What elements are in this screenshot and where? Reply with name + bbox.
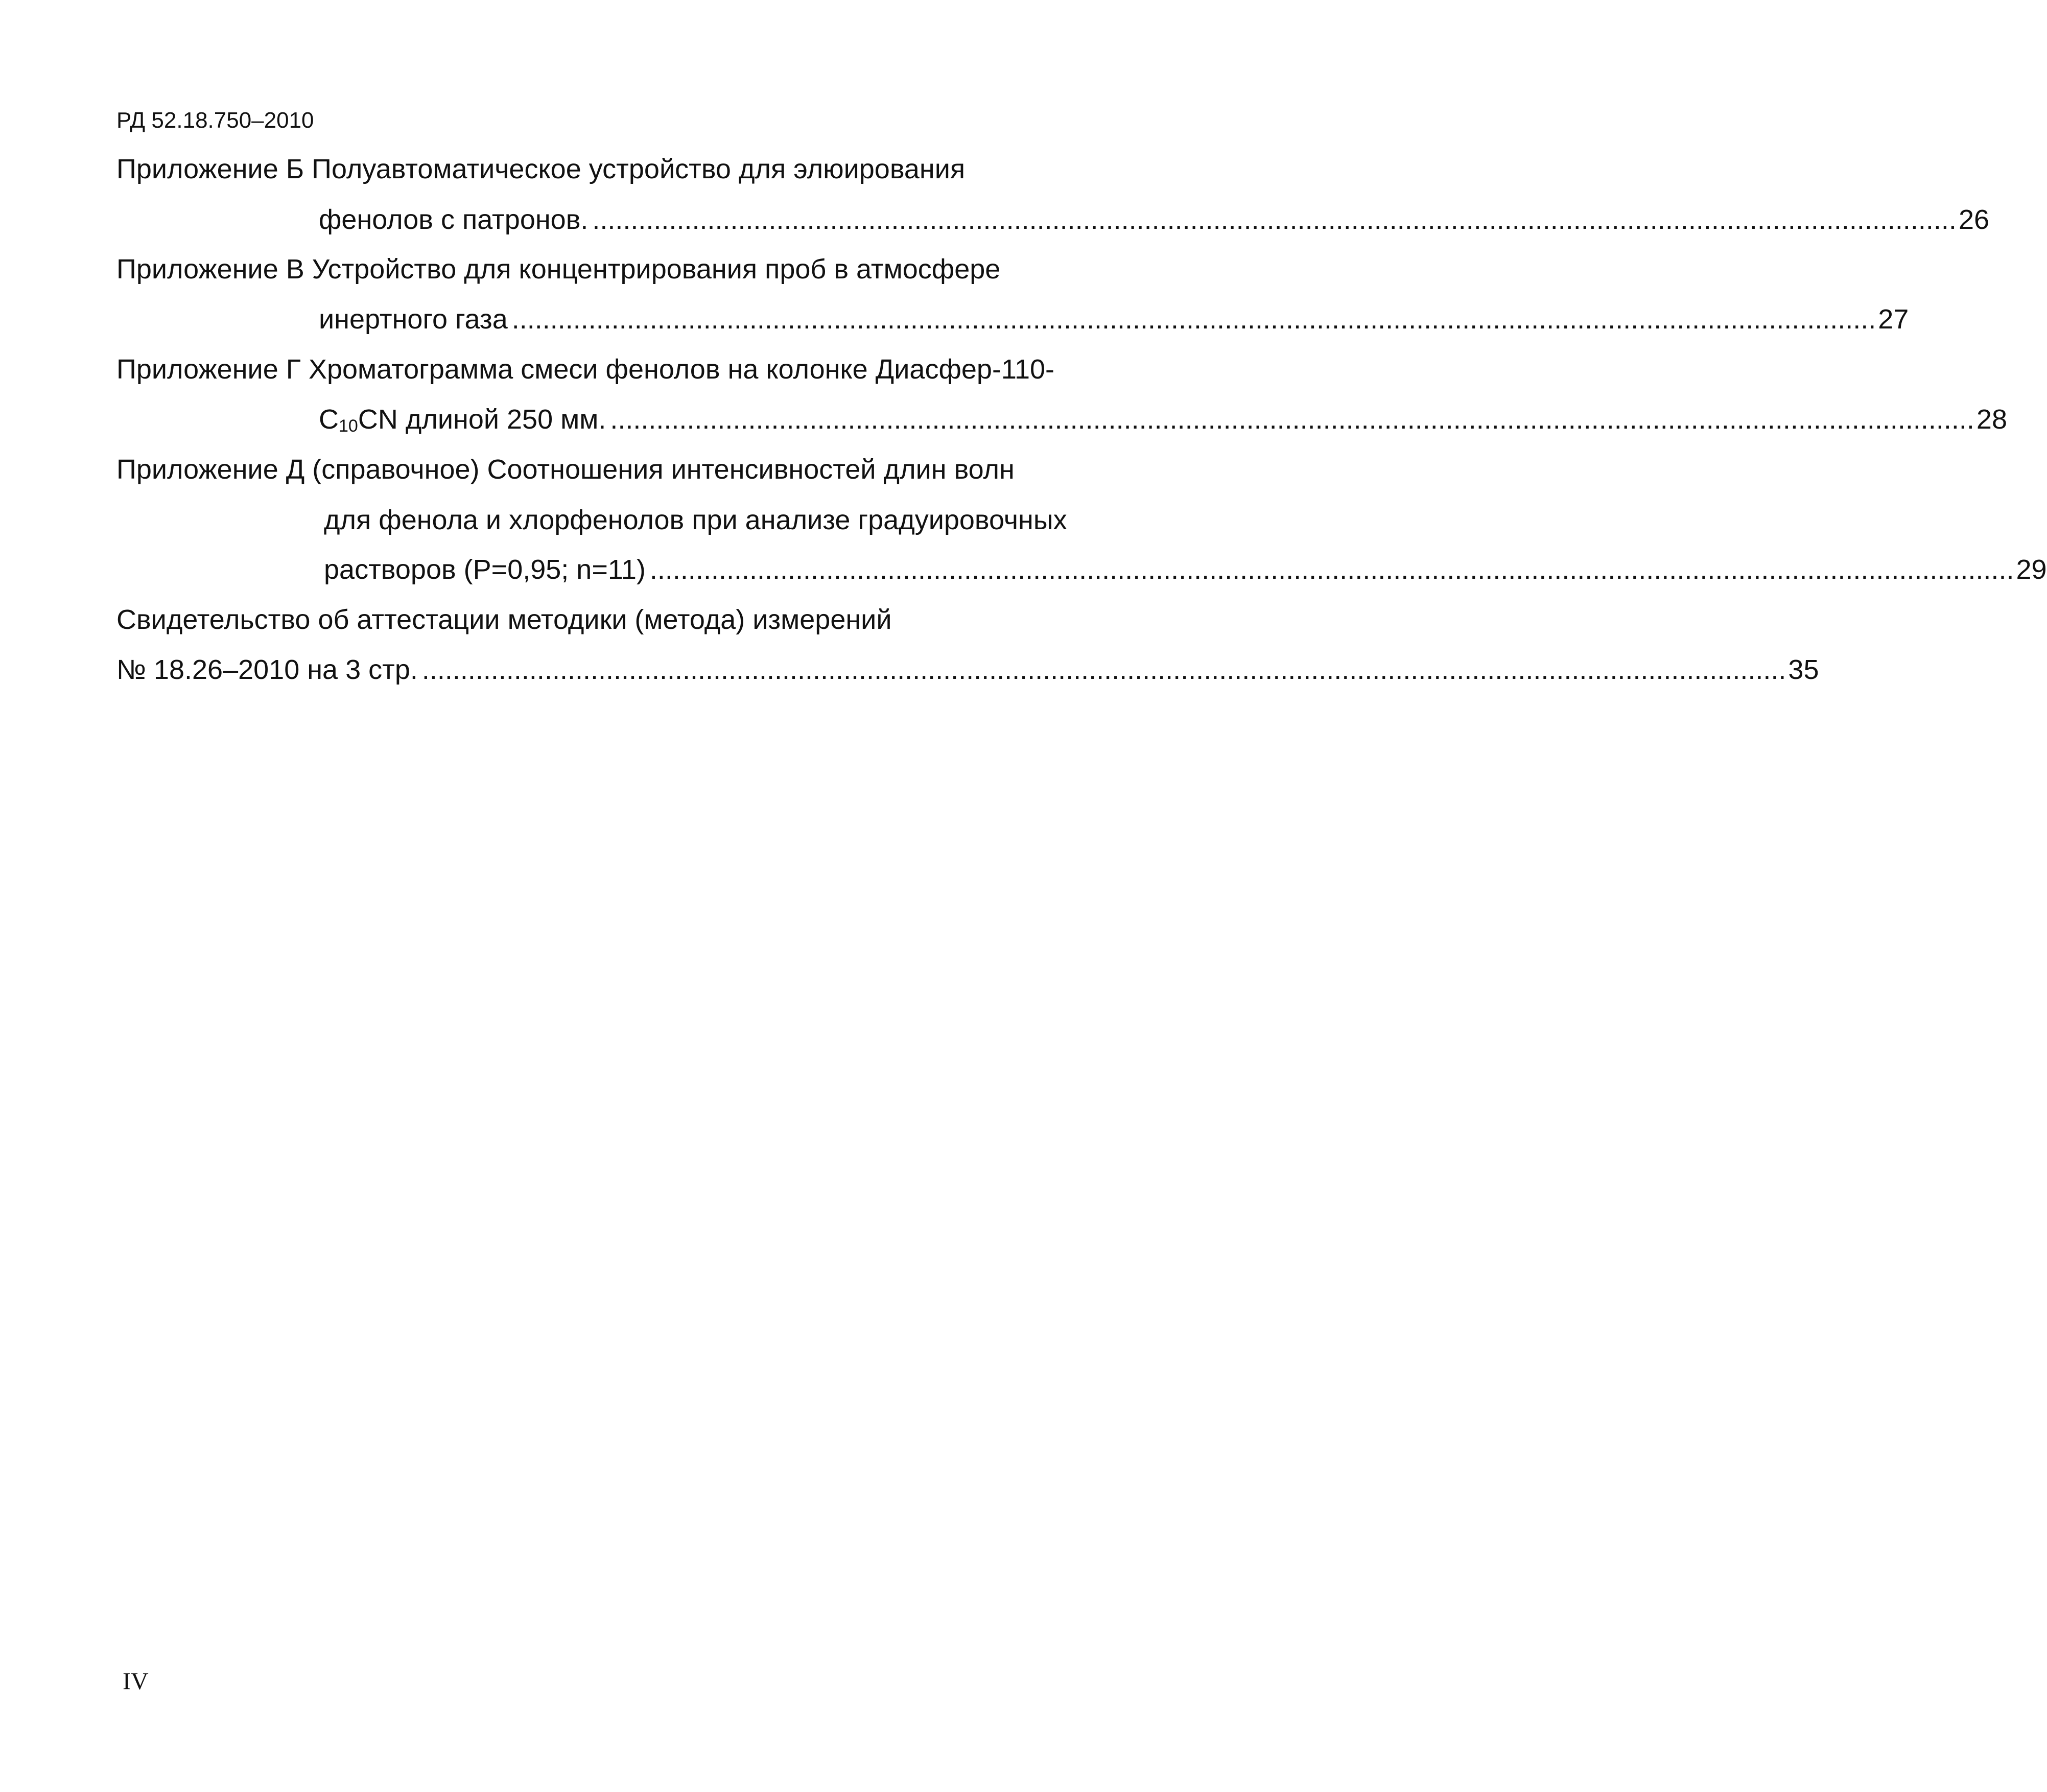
dot-leader: .................................................................................................................................................................................. <box>421 654 1786 685</box>
toc-entry-v-title: Приложение В Устройство для концентрирования проб в атмосфере <box>116 254 1001 285</box>
toc-entry-certificate-text: № 18.26–2010 на 3 стр. <box>116 654 418 685</box>
toc-entry-v-page: 27 <box>1878 304 1909 335</box>
formula-prefix: C <box>319 404 339 435</box>
toc-entry-b-page: 26 <box>1958 204 1990 235</box>
toc-entry-b-text: фенолов с патронов. <box>319 204 589 235</box>
toc-entry-d-title: Приложение Д (справочное) Соотношения интенсивностей длин волн <box>116 454 1015 485</box>
document-code: РД 52.18.750–2010 <box>116 108 314 133</box>
toc-entry-d-line2: для фенола и хлорфенолов при анализе градуировочных <box>324 505 1067 535</box>
formula-suffix: CN длиной 250 мм. <box>358 404 606 435</box>
toc-entry-b-title: Приложение Б Полуавтоматическое устройство для элюирования <box>116 154 966 184</box>
toc-entry-v-continuation <box>319 301 1909 337</box>
toc-entry-d-text: растворов (Р=0,95; n=11) <box>324 554 646 585</box>
toc-entry-b-continuation <box>319 202 1990 238</box>
dot-leader: .................................................................................................................................................................................. <box>610 404 1974 435</box>
toc-entry-certificate-continuation <box>116 652 1819 688</box>
toc-entry-certificate-page: 35 <box>1788 654 1819 685</box>
toc-entry-g-text <box>319 402 606 437</box>
toc-entry-g-continuation <box>319 402 2007 437</box>
page-number: IV <box>123 1668 149 1695</box>
toc-entry-v-text: инертного газа <box>319 304 508 335</box>
toc-entry-g-page: 28 <box>1976 404 2007 435</box>
formula-subscript: 10 <box>339 416 358 436</box>
dot-leader: .................................................................................................................................................................................. <box>649 554 2014 585</box>
dot-leader: .................................................................................................................................................................................. <box>592 204 1957 235</box>
dot-leader: .................................................................................................................................................................................. <box>511 304 1876 335</box>
toc-entry-certificate-title: Свидетельство об аттестации методики (метода) измерений <box>116 604 892 635</box>
toc-entry-g-title: Приложение Г Хроматограмма смеси фенолов на колонке Диасфер-110- <box>116 354 1054 385</box>
toc-entry-d-page: 29 <box>2016 554 2047 585</box>
toc-entry-d-continuation <box>324 552 2047 587</box>
